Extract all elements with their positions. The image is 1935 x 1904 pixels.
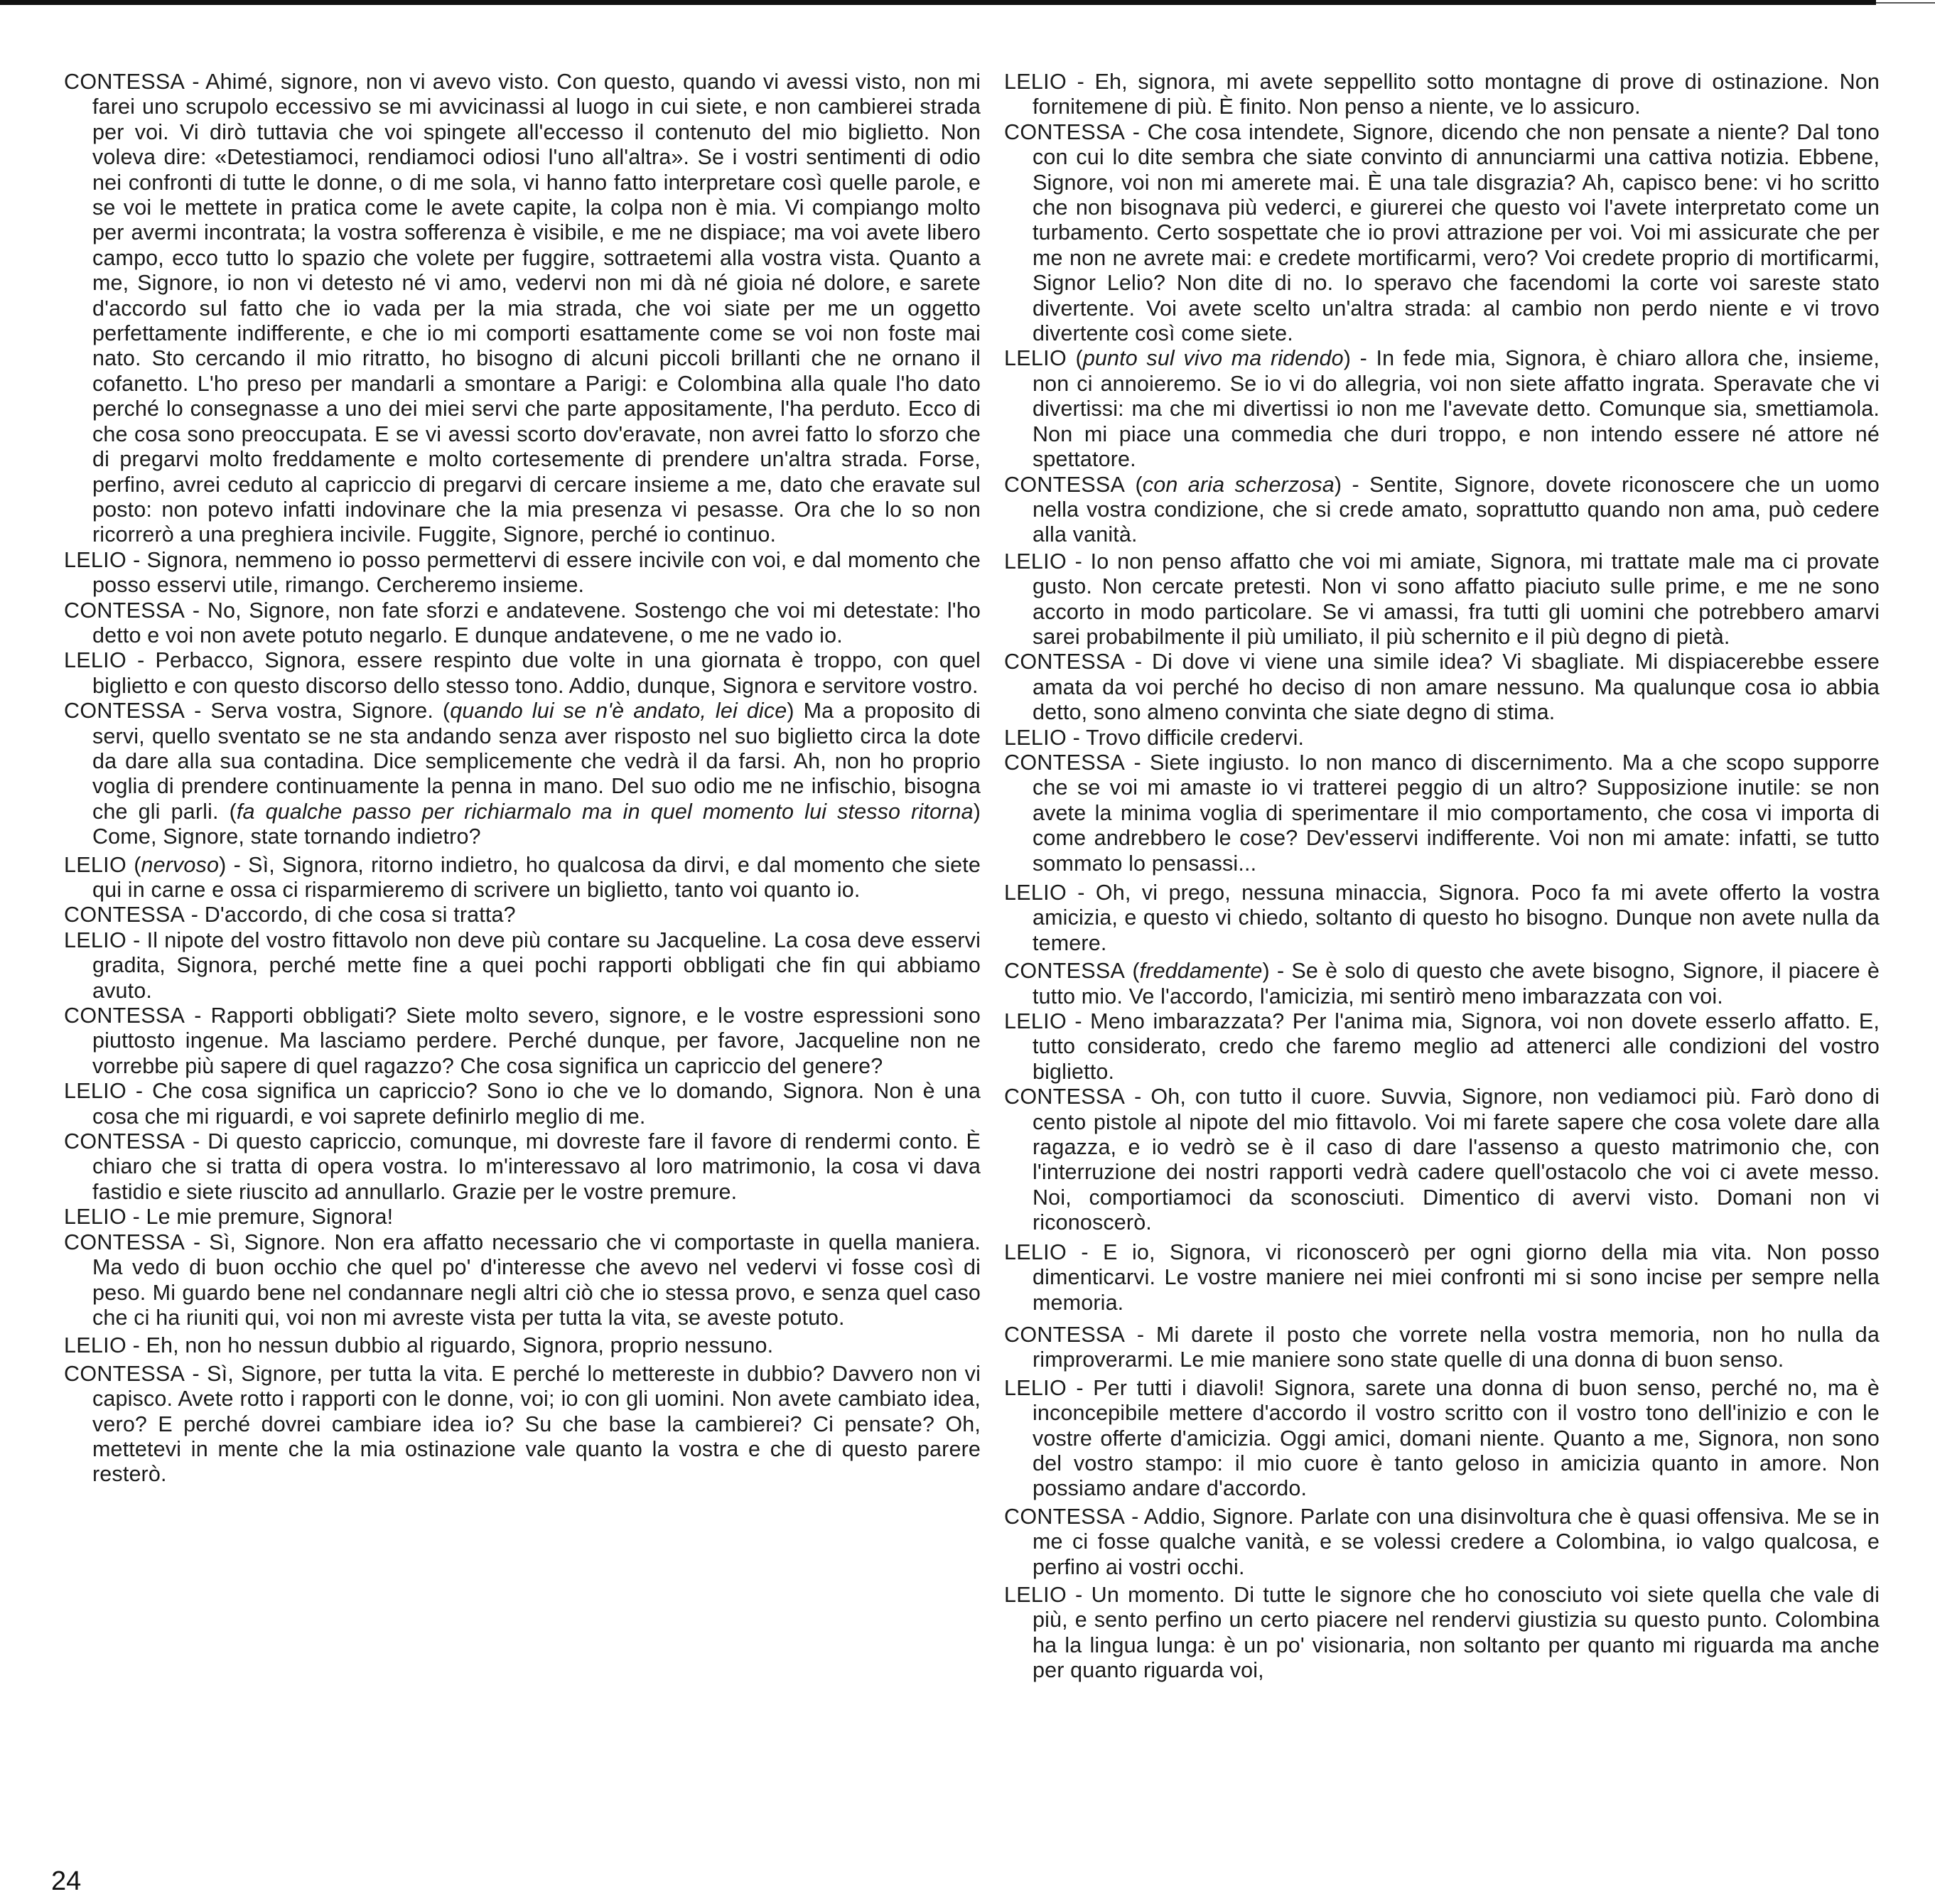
dialogue-text: - Un momento. Di tutte le signore che ho conosciuto voi siete quella che vale di più, e sento perfino un certo piacere nel rendervi giustizia su questo punto. Colombina ha la lingua lunga: è un po' visionaria, non soltanto per quanto mi riguarda ma anche per quanto riguarda voi, — [1033, 1582, 1880, 1683]
speaker-name: LELIO — [1004, 725, 1067, 750]
dialogue-line — [1004, 346, 1880, 472]
dialogue-text: - No, Signore, non fate sforzi e andatevene. Sostengo che voi mi detestate: l'ho detto e voi non avete potuto negarlo. E dunque andatevene, o me ne vado io. — [92, 598, 981, 647]
dialogue-line — [64, 598, 981, 649]
right-column — [1004, 70, 1880, 1684]
dialogue-line — [64, 1004, 981, 1079]
dialogue-text: - Addio, Signore. Parlate con una disinvoltura che è quasi offensiva. Me se in me ci fosse qualche vanità, e se volessi credere a Colombina, io valgo qualcosa, e perfino ai vostri occhi. — [1033, 1504, 1880, 1579]
speaker-name: CONTESSA — [1004, 650, 1126, 674]
speaker-name: LELIO — [1004, 1009, 1067, 1034]
dialogue-text: - Il nipote del vostro fittavolo non deve più contare su Jacqueline. La cosa deve esservi gradita, Signora, perché mette fine a quei pochi rapporti obbligati che fin qui abbiamo avuto. — [92, 927, 981, 1003]
dialogue-text: - Siete ingiusto. Io non manco di discernimento. Ma a che scopo supporre che se voi mi amaste io vi tratterei peggio di un altro? Supposizione inutile: se non avete la minima voglia di sperimentare il mio comportamento, che cosa vi importa di come andrebbero le cose? Dev'esservi indifferente. Voi non mi amate: infatti, se tutto sommato lo pensassi... — [1033, 750, 1880, 876]
dialogue-text: - Rapporti obbligati? Siete molto severo, signore, e le vostre espressioni sono piuttosto ingenue. Ma lasciamo perdere. Perché dunque, per favore, Jacqueline non ne vorrebbe più sapere di quel ragazzo? Che cosa significa un capriccio del genere? — [92, 1004, 981, 1078]
speaker-name: CONTESSA — [64, 598, 185, 623]
speaker-name: CONTESSA — [64, 70, 185, 94]
left-column — [64, 70, 981, 1488]
dialogue-text: ( — [1125, 959, 1140, 984]
dialogue-line — [1004, 1505, 1880, 1580]
speaker-name: LELIO — [64, 1333, 126, 1358]
top-rule — [0, 0, 1876, 5]
dialogue-line — [64, 648, 981, 699]
dialogue-text: ) Come, Signore, state tornando indietro? — [92, 799, 981, 849]
speaker-name: CONTESSA — [64, 1361, 185, 1386]
page-number: 24 — [51, 1866, 82, 1896]
dialogue-text: - Sì, Signore. Non era affatto necessario che vi comportaste in quella maniera. Ma vedo di buon occhio che quel po' d'interesse che avevo nel vedervi vi fosse così di peso. Mi guardo bene nel condannare negli altri ciò che io stessa provo, e senza quel caso che ci ha riuniti qui, voi non mi avreste vista per tutta la vita, se aveste potuto. — [92, 1230, 981, 1330]
dialogue-text: - Oh, vi prego, nessuna minaccia, Signora. Poco fa mi avete offerto la vostra amicizia, e questo vi chiedo, soltanto di questo ho bisogno. Dunque non avete nulla da temere. — [1033, 881, 1880, 955]
speaker-name: CONTESSA — [1004, 1504, 1126, 1529]
dialogue-text: ) - Sì, Signora, ritorno indietro, ho qualcosa da dirvi, e dal momento che siete qui in carne e ossa ci risparmieremo di scrivere un biglietto, tanto voi quanto io. — [92, 852, 981, 902]
dialogue-text: - Eh, signora, mi avete seppellito sotto montagne di prove di ostinazione. Non fornitemene di più. È finito. Non penso a niente, ve lo assicuro. — [1033, 70, 1880, 119]
dialogue-line — [1004, 549, 1880, 650]
dialogue-line — [64, 1079, 981, 1129]
speaker-name: LELIO — [1004, 1239, 1067, 1264]
dialogue-line — [64, 548, 981, 598]
dialogue-text: - Per tutti i diavoli! Signora, sarete una donna di buon senso, perché no, ma è inconcepibile mettere d'accordo il vostro scritto con il vostro tono dell'inizio e con le vostre offerte d'amicizia. Oggi amici, domani niente. Quanto a me, Signora, non sono del vostro stampo: il mio cuore è tanto geloso in amicizia quanto in amore. Non possiamo andare d'accordo. — [1033, 1375, 1880, 1501]
top-rule-extension — [1876, 2, 1935, 4]
speaker-name: CONTESSA — [64, 903, 185, 927]
dialogue-text: - Signora, nemmeno io posso permettervi di essere incivile con voi, e dal momento che posso esservi utile, rimango. Cercheremo insieme. — [92, 547, 981, 598]
speaker-name: CONTESSA — [1004, 119, 1126, 144]
dialogue-line — [1004, 1376, 1880, 1502]
speaker-name: CONTESSA — [1004, 959, 1126, 984]
dialogue-text: - Ahimé, signore, non vi avevo visto. Con questo, quando vi avessi visto, non mi farei uno scrupolo eccessivo se mi avvicinassi al luogo in cui siete, e non cambierei strada per voi. Vi dirò tuttavia che voi spingete all'eccesso il contenuto del mio biglietto. Non voleva dire: «Detestiamoci, rendiamoci odiosi l'uno all'altra». Se i vostri sentimenti di odio nei confronti di tutte le donne, o di me sola, vi hanno fatto interpretare così quelle parole, e se voi le mettete in pratica come le avete capite, la colpa non è mia. Vi compiango molto per avermi incontrata; la vostra sofferenza è visibile, e me ne dispiace; ma voi avete libero campo, ecco tutto lo spazio che volete per fuggire, sottraetemi alla vostra vista. Quanto a me, Signore, io non vi detesto né vi amo, vedervi non mi dà né gioia né dolore, e sarete d'accordo sul fatto che io vada per la mia strada, che voi siate per me un oggetto perfettamente indifferente, e che io mi comporti esattamente come se voi non foste mai nato. Sto cercando il mio ritratto, ho bisogno di alcuni piccoli brillanti che ne ornano il cofanetto. L'ho preso per mandarli a smontare a Parigi: e Colombina alla quale l'ho dato perché lo consegnasse a uno dei miei servi che parte appositamente, l'ha perduto. Ecco di che cosa sono preoccupata. E se vi avessi scorto dov'eravate, non avrei fatto lo sforzo che di pregarvi molto freddamente e molto cortesemente di prendere un'altra strada. Forse, perfino, avrei ceduto al capriccio di pregarvi di cercare insieme a me, dato che eravate sul posto: non potevo infatti indovinare che la mia presenza vi pesasse. Ora che lo so non ricorrerò a una preghiera incivile. Fuggite, Signore, perché io continuo. — [92, 70, 981, 547]
dialogue-line — [1004, 650, 1880, 725]
speaker-name: LELIO — [64, 927, 126, 952]
dialogue-line — [1004, 1085, 1880, 1235]
dialogue-text: - D'accordo, di che cosa si tratta? — [185, 903, 516, 927]
dialogue-line — [1004, 726, 1880, 751]
dialogue-text: - Mi darete il posto che vorrete nella vostra memoria, non ho nulla da rimproverarmi. Le mie maniere sono state quelle di una donna di buon senso. — [1033, 1322, 1880, 1372]
speaker-name: LELIO — [1004, 1582, 1067, 1607]
speaker-name: CONTESSA — [64, 1230, 185, 1254]
dialogue-line — [1004, 959, 1880, 1009]
dialogue-line — [1004, 120, 1880, 347]
dialogue-text: - Perbacco, Signora, essere respinto due volte in una giornata è troppo, con quel biglietto e con questo discorso dello stesso tono. Addio, dunque, Signora e servitore vostro. — [92, 648, 981, 698]
dialogue-line — [1004, 1323, 1880, 1373]
dialogue-text: - Le mie premure, Signora! — [126, 1205, 394, 1230]
dialogue-text: - Che cosa intendete, Signore, dicendo che non pensate a niente? Dal tono con cui lo dite sembra che siate convinto di annunciarmi una cattiva notizia. Ebbene, Signore, voi non mi amerete mai. È una tale disgrazia? Ah, capisco bene: vi ho scritto che non bisognava più vederci, e giurerei che questo voi l'avete interpretato come un turbamento. Certo sospettate che io provi attrazione per voi. Voi mi assicurate che per me non ne avrete mai: e credete mortificarmi, vero? Voi credete proprio di mortificarmi, Signor Lelio? Non dite di no. Io speravo che facendomi la corte voi sareste stato divertente. Voi avete scelto un'altra strada: al cambio non perdo niente e vi trovo divertente così come siete. — [1033, 119, 1880, 346]
dialogue-line — [64, 70, 981, 548]
dialogue-text: - Io non penso affatto che voi mi amiate, Signora, mi trattate male ma ci provate gusto. Non cercate pretesti. Non vi sono affatto piaciuto sulle prime, e me ne sono accorto in modo particolare. Se vi amassi, fra tutti gli uomini che potrebbero amarvi sarei probabilmente il più umiliato, il più schernito e il più degno di pietà. — [1033, 549, 1880, 649]
speaker-name: LELIO — [64, 852, 126, 877]
speaker-name: LELIO — [64, 1205, 126, 1230]
speaker-name: CONTESSA — [64, 699, 185, 724]
dialogue-text: - Sì, Signore, per tutta la vita. E perché lo mettereste in dubbio? Davvero non vi capisco. Avete rotto i rapporti con le donne, voi; io con gli uomini. Non avete cambiato idea, vero? E perché dovrei cambiare idea io? Su che base la cambierei? Ci pensate? Oh, mettetevi in mente che la mia ostinazione vale quanto la vostra e che di questo parere resterò. — [92, 1361, 981, 1487]
dialogue-line — [1004, 70, 1880, 120]
dialogue-line — [1004, 1240, 1880, 1316]
dialogue-line — [64, 699, 981, 849]
dialogue-line — [64, 903, 981, 927]
speaker-name: LELIO — [64, 648, 126, 673]
stage-direction: nervoso — [141, 852, 220, 877]
speaker-name: LELIO — [64, 547, 126, 572]
dialogue-text: - Serva vostra, Signore. ( — [185, 699, 451, 724]
dialogue-line — [64, 853, 981, 903]
dialogue-text: ) - In fede mia, Signora, è chiaro allora che, insieme, non ci annoieremo. Se io vi do allegria, voi non siete affatto ingrata. Speravate che vi divertissi: ma che mi divertissi io non me l'avevate detto. Comunque sia, smettiamola. Non mi piace una commedia che duri troppo, e non intendo essere né attore né spettatore. — [1033, 346, 1880, 472]
stage-direction: quando lui se n'è andato, lei dice — [450, 699, 787, 724]
speaker-name: CONTESSA — [1004, 1322, 1126, 1347]
dialogue-text: - Che cosa significa un capriccio? Sono io che ve lo domando, Signora. Non è una cosa che mi riguardi, e voi saprete definirlo meglio di me. — [92, 1079, 981, 1129]
speaker-name: CONTESSA — [64, 1129, 185, 1154]
dialogue-line — [1004, 751, 1880, 876]
dialogue-line — [64, 1205, 981, 1230]
speaker-name: CONTESSA — [1004, 472, 1126, 497]
speaker-name: CONTESSA — [64, 1004, 185, 1028]
dialogue-text: - Eh, non ho nessun dubbio al riguardo, Signora, proprio nessuno. — [126, 1333, 774, 1358]
dialogue-text: ) - Sentite, Signore, dovete riconoscere che un uomo nella vostra condizione, che si crede amato, soprattutto quando non ama, può cedere alla vanità. — [1033, 472, 1880, 547]
dialogue-text: - Oh, con tutto il cuore. Suvvia, Signore, non vediamoci più. Farò dono di cento pistole al nipote del mio fittavolo. Voi mi farete sapere che cosa volete dare alla ragazza, e io vedrò se è il caso di dare l'assenso a questo matrimonio che, con l'interruzione dei nostri rapporti vedrà cadere quell'ostacolo che voi ci avete messo. Noi, comportiamoci da sconosciuti. Dimentico di avervi visto. Domani non vi riconoscerò. — [1033, 1085, 1880, 1235]
speaker-name: LELIO — [1004, 881, 1067, 905]
stage-direction: fa qualche passo per richiarmalo ma in quel momento lui stesso ritorna — [236, 799, 974, 824]
speaker-name: CONTESSA — [1004, 750, 1126, 775]
speaker-name: LELIO — [1004, 549, 1067, 574]
dialogue-text: - Di dove vi viene una simile idea? Vi sbagliate. Mi dispiacerebbe essere amata da voi perché ho deciso di non amare nessuno. Ma qualunque cosa io abbia detto, sono almeno convinta che siate degno di stima. — [1033, 650, 1880, 725]
speaker-name: LELIO — [64, 1079, 126, 1104]
dialogue-line — [64, 1333, 981, 1358]
dialogue-line — [1004, 881, 1880, 956]
dialogue-text: ( — [1066, 346, 1083, 371]
stage-direction: con aria scherzosa — [1142, 472, 1335, 497]
dialogue-line — [64, 928, 981, 1004]
dialogue-line — [64, 1129, 981, 1205]
speaker-name: CONTESSA — [1004, 1085, 1126, 1109]
dialogue-text: - Meno imbarazzata? Per l'anima mia, Signora, voi non dovete esserlo affatto. E, tutto considerato, credo che faremo meglio ad attenerci alle condizioni del vostro biglietto. — [1033, 1009, 1880, 1084]
dialogue-line — [64, 1362, 981, 1488]
dialogue-text: ( — [1125, 472, 1143, 497]
speaker-name: LELIO — [1004, 346, 1067, 371]
dialogue-line — [1004, 1009, 1880, 1085]
dialogue-text: ) Ma a proposito di servi, quello sventato se ne sta andando senza aver risposto nel suo biglietto circa la dote da dare alla sua contadina. Dice semplicemente che vedrà il da farsi. Ah, non ho proprio voglia di prendere continuamente la penna in mano. Del suo odio me ne infischio, bisogna che gli parli. ( — [92, 699, 981, 824]
dialogue-text: ( — [126, 852, 141, 877]
dialogue-text: ) - Se è solo di questo che avete bisogno, Signore, il piacere è tutto mio. Ve l'accordo, l'amicizia, mi sentirò meno imbarazzata con voi. — [1033, 959, 1880, 1009]
stage-direction: punto sul vivo ma ridendo — [1082, 346, 1344, 371]
dialogue-text: - E io, Signora, vi riconoscerò per ogni giorno della mia vita. Non posso dimenticarvi. Le vostre maniere nei miei confronti mi si sono incise per sempre nella memoria. — [1033, 1239, 1880, 1315]
speaker-name: LELIO — [1004, 70, 1067, 94]
dialogue-line — [1004, 473, 1880, 548]
stage-direction: freddamente — [1139, 959, 1263, 984]
dialogue-text: - Trovo difficile credervi. — [1066, 725, 1305, 750]
dialogue-text: - Di questo capriccio, comunque, mi dovreste fare il favore di rendermi conto. È chiaro che si tratta di opera vostra. Io m'interessavo al loro matrimonio, la cosa vi dava fastidio e siete riuscito ad annullarlo. Grazie per le vostre premure. — [92, 1129, 981, 1204]
speaker-name: LELIO — [1004, 1375, 1067, 1400]
dialogue-line — [64, 1230, 981, 1331]
dialogue-line — [1004, 1583, 1880, 1684]
